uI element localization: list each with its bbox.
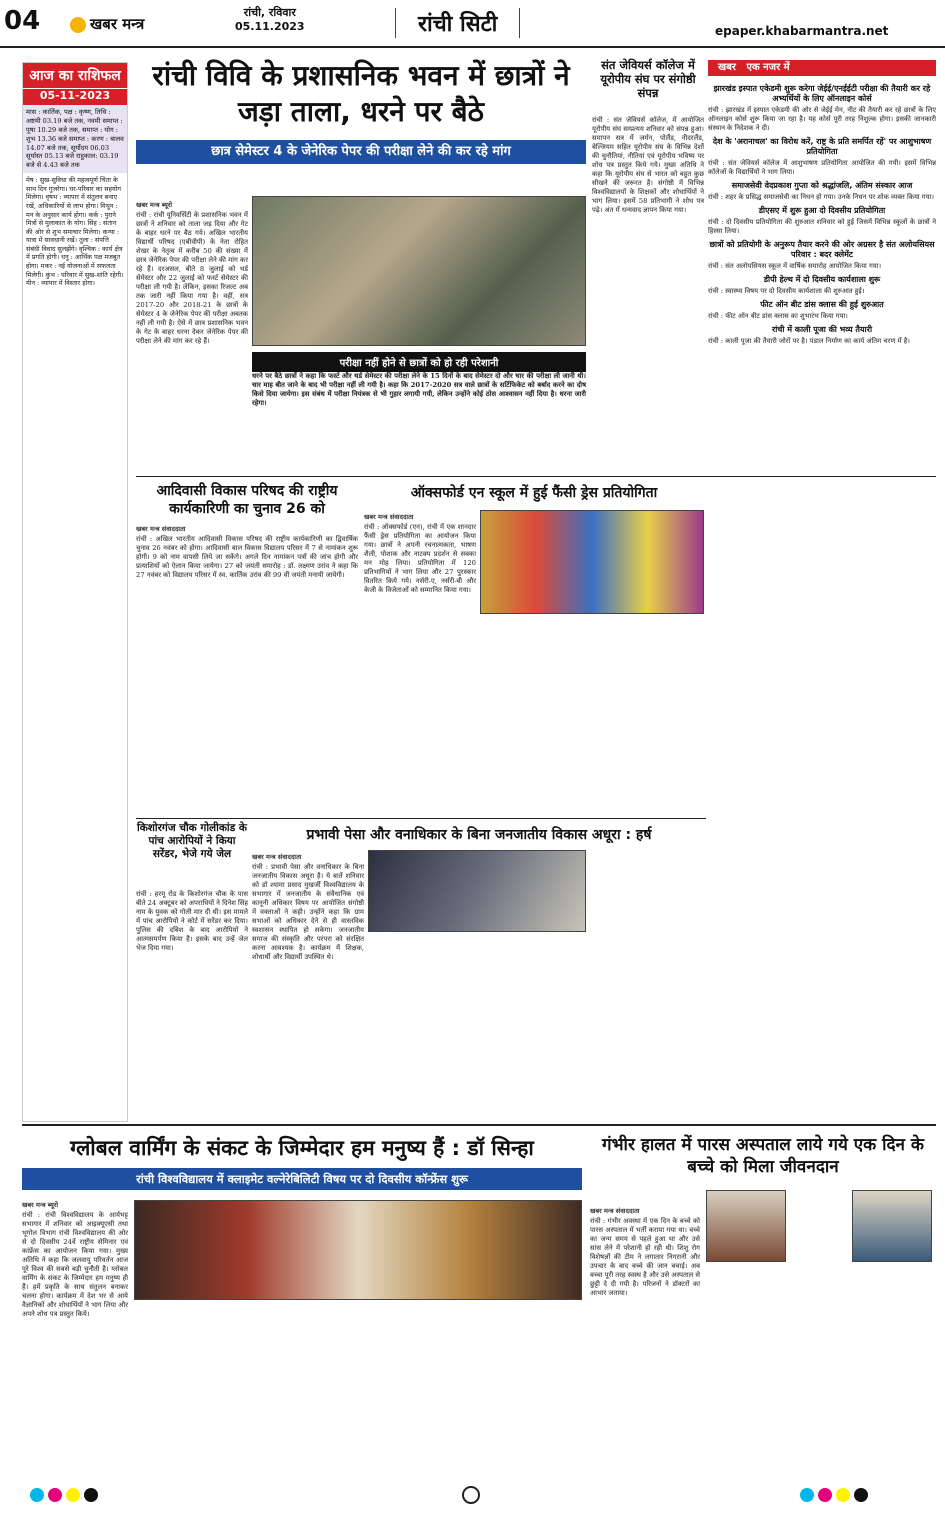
byline: खबर मन्त्र संवाददाता [252,853,302,861]
brief-item-body: रांची : झारखंड में इस्पात एकेडमी की ओर से जेईई मेन, नीट की तैयारी कर रहे छात्रों के लिए ऑनलाइन कोर्स शुरू किया जा रहा है। यह कोर्स पूरी तरह निशुल्क होगा। इसकी जानकारी संस्थान के निदेशक ने दी। [708,106,936,132]
rashifal-signs: मेष : सुख-सुविधा की महत्वपूर्ण चिंता के साथ दिन गुजरेगा। घर-परिवार का सहयोग मिलेगा। वृषभ : व्यापार में संतुलन बनाए रखें, अधिकारियों से लाभ होगा। मिथुन : मन के अनुसार कार्य होगा। कर्क : पुराने मित्रों से मुलाकात के योग। सिंह : संतान की ओर से शुभ समाचार मिलेगा। कन्या : यात्रा में सावधानी रखें। तुला : संपत्ति संबंधी विवाद सुलझेंगे। वृश्चिक : कार्य क्षेत्र में प्रगति होगी। धनु : आर्थिक पक्ष मजबूत होगा। मकर : नई योजनाओं में सफलता मिलेगी। कुंभ : परिवार में सुख-शांति रहेगी। मीन : व्यापार में विस्तार होगा। [26,176,124,288]
photo-text: धरने पर बैठे छात्रों ने कहा कि फर्स्ट और थर्ड सेमेस्टर की परीक्षा लेने के 15 दिनों के बाद सेमेस्टर दो और चार की परीक्षा ली जानी थी। चार माह बीत जाने के बाद भी परीक्षा नहीं ली गयी है। कहा कि 2017-2020 सत्र वाले छात्रों के सर्टिफिकेट को बर्बाद करने का दोष किसे दिया जायेगा। इस संबंध में परीक्षा नियंत्रक से भी गुहार लगायी गयी, लेकिन उन्होंने कोई ठोस आश्वासन नहीं दिया है। धरना जारी रहेगा। [252,372,586,407]
seminar-photo [368,850,586,932]
fancy-dress-photo [480,510,704,614]
registration-mark-icon [462,1486,480,1504]
kishorganj-headline: किशोरगंज चौक गोलीकांड के पांच आरोपियों ने किया सरेंडर, भेजे गये जेल [137,822,247,860]
pesa-text [252,852,364,962]
divider [22,1124,936,1126]
byline: खबर मन्त्र ब्यूरो [22,1201,59,1209]
pesa-headline: प्रभावी पेसा और वनाधिकार के बिना जनजातीय विकास अधूरा : हर्ष [306,827,652,843]
color-registration-left [30,1488,102,1505]
lead-subhead: छात्र सेमेस्टर 4 के जेनेरिक पेपर की परीक्षा लेने की कर रहे मांग [136,140,586,164]
brief-item-body: रांची : काली पूजा की तैयारी जोरों पर है। पंडाल निर्माण का कार्य अंतिम चरण में है। [708,336,910,345]
brief-item-body: रांची : स्वास्थ्य विषय पर दो दिवसीय कार्यशाला की शुरुआत हुई। [708,286,865,295]
dateline-date: 05.11.2023 [235,20,305,33]
byline: खबर मन्त्र संवाददाता [136,525,186,533]
rashifal-column [22,62,128,1122]
doctor-photo-2 [852,1190,932,1262]
oxford-body: रांची : ऑक्सफोर्ड (एन), रांची में एक शानदार फैंसी ड्रेस प्रतियोगिता का आयोजन किया गया। छात्रों ने अपनी रचनात्मकता, भाषण शैली, पोशाक और नाटक्य प्रदर्शन से सबका मन मोह लिया। प्रतियोगिता में 120 प्रतिभागियों ने भाग लिया और 27 पुरस्कार वितरित किये गये। नर्सरी-ए, नर्सरी-बी और केजी के विजेताओं को सम्मानित किया गया। [364,523,476,594]
photo-caption: परीक्षा नहीं होने से छात्रों को हो रही परेशानी [252,352,586,372]
color-registration-right [800,1488,872,1505]
protest-photo [252,196,586,346]
paras-text [590,1206,700,1298]
rashifal-date: 05-11-2023 [23,88,127,105]
brief-item-headline: देश के 'अरानाचल' का विरोध करें, राष्ट्र के प्रति समर्पित रहें' पर आशुभाषण प्रतियोगिता [712,136,932,156]
oxford-text [364,512,476,595]
brief-item-body: रांची : संत अलोयसियस स्कूल में वार्षिक समारोह आयोजित किया गया। [708,261,882,270]
brief-title: एक नजर में [746,62,790,73]
brief-item-headline: रांची में काली पूजा की भव्य तैयारी [771,324,873,334]
epaper-url[interactable]: epaper.khabarmantra.net [715,24,889,38]
masthead [0,0,945,48]
brief-item-body: रांची : शहर के प्रसिद्ध समाजसेवी का निधन हो गया। उनके निधन पर शोक व्यक्त किया गया। [708,192,934,201]
byline: खबर मन्त्र संवाददाता [590,1207,640,1215]
section-title: रांची सिटी [395,8,520,38]
paras-headline: गंभीर हालत में पारस अस्पताल लाये गये एक दिन के बच्चे को मिला जीवनदान [602,1135,924,1177]
rashifal-title: आज का राशिफल [23,63,127,88]
stx-body: रांची : संत जेवियर्स कॉलेज, में आयोजित यूरोपीय संघ सम्प्रत्यय शनिवार को संपन्न हुआ। समापन सत्र में जर्मन, पोलैंड, नीदरलैंड, बेल्जियम सहित यूरोपीय संघ के विभिन्न देशों की चुनौतियां, नीतियां एवं यूरोपीय भविष्य पर शोध पत्र प्रस्तुत किये गये। मुख्य अतिथि ने कहा कि यूरोपीय संघ से भारत को बहुत कुछ सीखने की जरूरत है। संगोष्ठी में विभिन्न विश्वविद्यालयों के शिक्षकों और शोधार्थियों ने भाग लिया। इसमें 58 प्रतिभागी ने शोध पत्र पढ़े। अंत में धन्यवाद ज्ञापन किया गया। [592,116,704,214]
climate-body: रांची : रांची विश्वविद्यालय के आर्यभट्ट सभागार में शनिवार को आइक्यूएसी तथा भूगोल विभाग रांची विश्वविद्यालय की ओर से दो दिवसीय 24वें राष्ट्रीय सेमिनार एवं कांफ्रेंस का आयोजन किया गया। मुख्य अतिथि ने कहा कि जलवायु परिवर्तन आज पूरे विश्व की सबसे बड़ी चुनौती है। ग्लोबल वार्मिंग के संकट के जिम्मेदार हम मनुष्य ही हैं। हमें प्रकृति के साथ संतुलन बनाकर चलना होगा। कार्यक्रम में देश भर से आये वैज्ञानिकों और शोधार्थियों ने भाग लिया और अपने शोध पत्र प्रस्तुत किये। [22,1211,128,1318]
brief-bar [708,60,936,76]
adivasi-headline: आदिवासी विकास परिषद की राष्ट्रीय कार्यकारिणी का चुनाव 26 को [156,483,338,517]
brief-item-headline: समाजसेवी वेदप्रकाश गुप्ता को श्रद्धांजलि, अंतिम संस्कार आज [731,180,913,190]
logo-text: खबर मन्त्र [90,15,145,33]
adivasi-body: रांची : अखिल भारतीय आदिवासी विकास परिषद की राष्ट्रीय कार्यकारिणी का द्विवार्षिक चुनाव 26 नवंबर को होगा। आदिवासी बाल विकास विद्यालय परिसर में 7 से नामांकन शुरू होगी। 9 को नाम वापसी लिये जा सकेंगे। अगले दिन नामांकन पत्रों की जांच होगी और प्रत्याशियों को ऐलान किया जायेगा। 27 को जयंती समारोह : डॉ. लक्ष्मण उरांव ने कहा कि 27 नवंबर को विद्यालय परिसर में स्व. कार्तिक उरांव की 99 वीं जयंती मनायी जायेगी। [136,535,358,579]
brief-item-headline: डीपी हेल्थ में दो दिवसीय कार्यशाला शुरू [763,274,881,284]
brief-item-headline: फीट ऑन बीट डांस क्लास की हुई शुरुआत [760,299,884,309]
brief-tag: खबर [718,62,736,73]
lead-headline: रांची विवि के प्रशासनिक भवन में छात्रों ने जड़ा ताला, धरने पर बैठे [152,59,570,128]
brief-item-headline: छात्रों को प्रतियोगी के अनुरूप तैयार करने की ओर अग्रसर है संत अलोयसियस परिवार : बदर क्लेमेंट [709,239,935,259]
divider [136,818,706,819]
paras-body: रांची : गंभीर अवस्था में एक दिन के बच्चे को पारस अस्पताल में भर्ती कराया गया था। बच्चे का जन्म समय से पहले हुआ था और उसे सांस लेने में परेशानी हो रही थी। शिशु रोग विशेषज्ञों की टीम ने लगातार निगरानी और उपचार के बाद बच्चे की जान बचाई। अब बच्चा पूरी तरह स्वस्थ है और उसे अस्पताल से छुट्टी दे दी गयी है। परिजनों ने डॉक्टरों का आभार जताया। [590,1217,700,1297]
dateline-day: रांची, रविवार [243,6,296,19]
logo-icon [70,17,86,33]
panchang: मास : कार्तिक, पक्ष : कृष्ण, तिथि : अष्टमी 03.19 बजे तक, नवमी समाप्त : पूषा 10.29 बजे तक, समाप्त : योग : शुभ 13.36 बजे समाप्त : करण : बालव 14.07 बजे तक, सूर्योदय 06.03 सूर्यास्त 05.13 बजे राहुकाल: 03.19 बजे से 4.43 बजे तक [23,105,127,173]
kishorganj-body: रांची : हरमू रोड के किशोरगंज चौक के पास बीते 24 अक्टूबर को अपराधियों ने दिनेश सिंह नाम के युवक को गोली मार दी थी। इस मामले में पांच आरोपियों ने कोर्ट में सरेंडर कर दिया। पुलिस की दबिश के बाद आरोपियों ने आत्मसमर्पण किया है। इसके बाद उन्हें जेल भेज दिया गया। [136,890,248,952]
conference-photo [134,1200,582,1300]
page-number: 04 [4,6,41,36]
climate-subhead: रांची विश्वविद्यालय में क्लाइमेट वल्नेरेबिलिटी विषय पर दो दिवसीय कॉन्फ्रेंस शुरू [22,1168,582,1190]
logo [70,14,144,34]
climate-headline: ग्लोबल वार्मिंग के संकट के जिम्मेदार हम मनुष्य हैं : डॉ सिन्हा [70,1136,534,1160]
byline: खबर मन्त्र ब्यूरो [136,201,173,209]
brief-item-headline: झारखंड इस्पात एकेडमी शुरू करेगा जेईई/एनईईटी परीक्षा की तैयारी कर रहे अभ्यर्थियों के लिए ऑनलाइन कोर्स [713,84,931,103]
brief-list [708,80,936,346]
doctor-photo-1 [706,1190,786,1262]
pesa-body: रांची : प्रभावी पेसा और वनाधिकार के बिना जनजातीय विकास अधूरा है। ये बातें शनिवार को डॉ श्यामा प्रसाद मुखर्जी विश्वविद्यालय के सभागार में जनजातीय के संवैधानिक एवं कानूनी अधिकार विषय पर आयोजित संगोष्ठी में वक्ताओं ने कही। उन्होंने कहा कि ग्राम सभाओं को अधिकार देने से ही वास्तविक स्वशासन स्थापित हो सकेगा। जनजातीय समाज की संस्कृति और परंपरा को संरक्षित करना आवश्यक है। कार्यक्रम में शिक्षक, शोधार्थी और विद्यार्थी उपस्थित थे। [252,863,364,961]
stx-headline: संत जेवियर्स कॉलेज में यूरोपीय संघ पर संगोष्ठी संपन्न [600,58,696,100]
dateline [235,6,305,34]
oxford-headline: ऑक्सफोर्ड एन स्कूल में हुई फैंसी ड्रेस प्रतियोगिता [410,485,658,501]
lead-body: रांची : रांची यूनिवर्सिटी के प्रशासनिक भवन में छात्रों ने शनिवार को ताला जड़ दिया और गेट के बाहर धरने पर बैठ गये। अखिल भारतीय विद्यार्थी परिषद (एबीवीपी) के नेता रोहित शेखर के नेतृत्व में करीब 50 की संख्या में छात्र जेनेरिक पेपर की परीक्षा लेने की मांग कर रहे हैं। दरअसल, बीते 8 जुलाई को थर्ड सेमेस्टर और 22 जुलाई को फर्स्ट सेमेस्टर की परीक्षा ली गयी है। लेकिन, इसका रिजल्ट अब तक जारी नहीं किया गया है। वहीं, सत्र 2017-20 और 2018-21 के छात्रों के सेमेस्टर 4 के जेनेरिक पेपर की परीक्षा अबतक नहीं ली गयी है। ऐसे में छात्र प्रशासनिक भवन के गेट के बाहर धरना देकर जेनेरिक पेपर की परीक्षा लेने की मांग कर रहे हैं। [136,211,248,345]
lead-text [136,200,248,346]
byline: खबर मन्त्र संवाददाता [364,513,414,521]
divider [136,476,936,477]
brief-item-body: रांची : दो दिवसीय प्रतियोगिता की शुरुआत शनिवार को हुई जिसमें विभिन्न स्कूलों के छात्रों ने हिस्सा लिया। [708,217,936,235]
brief-item-body: रांची : संत जेवियर्स कॉलेज में आशुभाषण प्रतियोगिता आयोजित की गयी। इसमें विभिन्न कॉलेजों के विद्यार्थियों ने भाग लिया। [708,158,936,176]
adivasi-text [136,524,358,580]
brief-item-body: रांची : फीट ऑन बीट डांस क्लास का शुभारंभ किया गया। [708,311,848,320]
brief-item-headline: डीएसए में शुरू हुआ दो दिवसीय प्रतियोगिता [758,205,886,215]
climate-text [22,1200,128,1319]
